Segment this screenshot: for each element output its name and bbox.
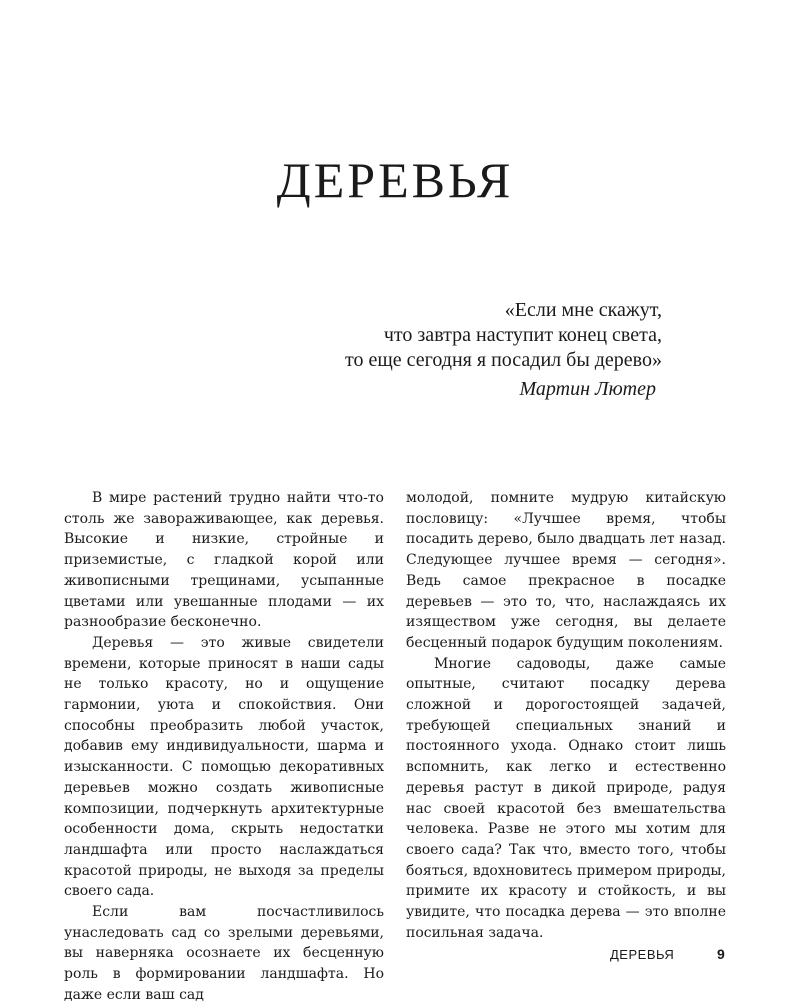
epigraph-line: то еще сегодня я посадил бы дерево» <box>345 349 662 371</box>
text-column-left <box>64 488 384 1006</box>
epigraph <box>345 298 662 402</box>
epigraph-line: что завтра наступит конец света, <box>383 324 662 346</box>
running-head: ДЕРЕВЬЯ <box>610 947 675 962</box>
body-paragraph: Деревья — это живые свидетели времени, которые приносят в наши сады не только красоту, но и ощущение гармонии, уюта и спокойствия. Они способны преобразить любой участок, добавив ему индивидуальности, шарма и изысканности. С помощью декоративных деревьев можно создать живописные композиции, подчеркнуть архитектурные особенности дома, скрыть недостатки ландшафта или просто наслаждаться красотой природы, не выходя за пределы своего сада. <box>64 634 384 900</box>
body-paragraph-continued: молодой, помните мудрую китайскую пословицу: «Лучшее время, чтобы посадить дерево, было двадцать лет назад. Следующее лучшее время — сегодня». Ведь самое прекрасное в посадке деревьев — это то, что, наслаждаясь их изяществом уже сегодня, вы делаете бесценный подарок будущим поколениям. <box>406 490 726 651</box>
epigraph-line: «Если мне скажут, <box>504 299 662 321</box>
chapter-title: ДЕРЕВЬЯ <box>276 152 514 208</box>
body-paragraph: Если вам посчастливилось унаследовать сад со зрелыми деревьями, вы наверняка осознаете их бесценную роль в формировании ландшафта. Но даже если ваш сад <box>64 904 384 1003</box>
body-paragraph: В мире растений трудно найти что-то столь же завораживающее, как деревья. Высокие и низкие, стройные и приземистые, с гладкой корой или живописными трещинами, усыпанные цветами или увешанные плодами — их разнообразие бесконечно. <box>64 490 384 631</box>
epigraph-author: Мартин Лютер <box>519 378 656 400</box>
body-paragraph: Многие садоводы, даже самые опытные, считают посадку дерева сложной и дорогостоящей задачей, требующей специальных знаний и постоянного ухода. Однако стоит лишь вспомнить, как легко и естественно деревья растут в дикой природе, радуя нас своей красотой без вмешательства человека. Разве не этого мы хотим для своего сада? Так что, вместо того, чтобы бояться, вдохновитесь примером природы, примите их красоту и стойкость, и вы увидите, что посадка дерева — это вполне посильная задача. <box>406 655 726 941</box>
page-number: 9 <box>717 946 725 962</box>
text-column-right <box>406 488 726 943</box>
